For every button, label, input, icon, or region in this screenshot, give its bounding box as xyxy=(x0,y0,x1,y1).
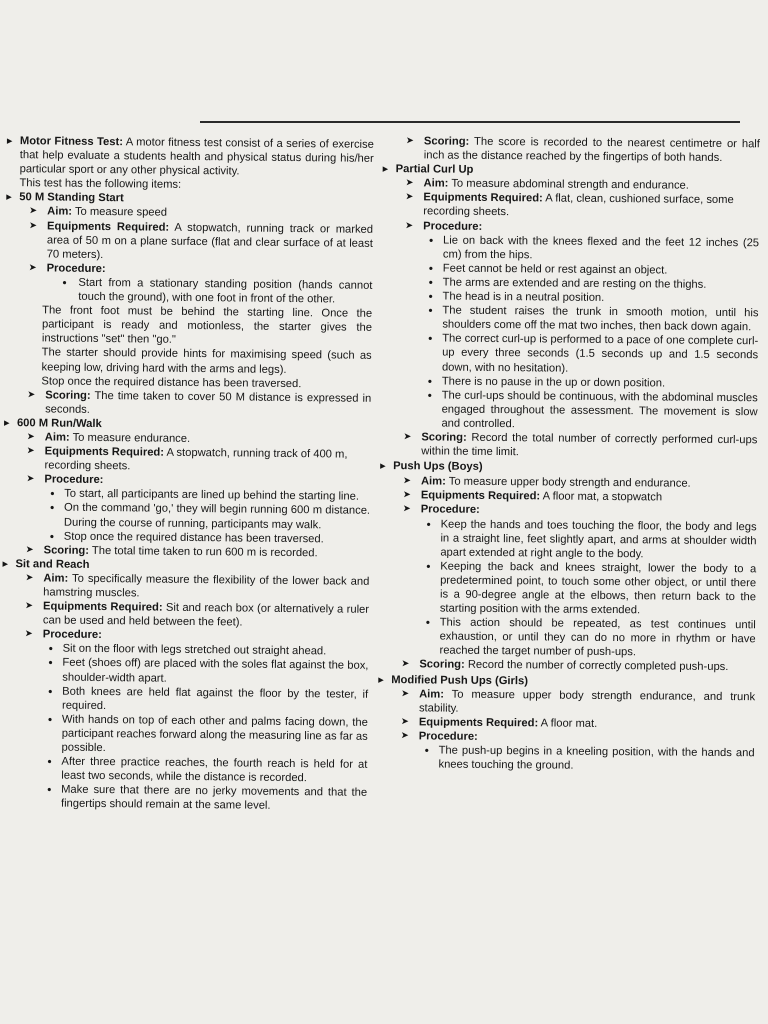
aim-curl-up: ➤ Aim: To measure abdominal strength and endurance. xyxy=(382,176,760,193)
left-column xyxy=(0,134,374,814)
equipment-50m: ➤ Equipments Required: A stopwatch, running track or marked area of 50 m on a plane surface (flat and clear surface of at least 70 meters). xyxy=(5,219,373,265)
list-item: • Lie on back with the knees flexed and the feet 12 inches (25 cm) from the hips. xyxy=(381,233,759,264)
list-item: • Both knees are held flat against the floor by the tester, if required. xyxy=(0,684,368,716)
list-item: • Keep the hands and toes touching the floor, the body and legs in a straight line, feet slightly apart, and arms at shoulder width apart extended at right angle to the body. xyxy=(378,517,756,563)
list-item: • Feet cannot be held or rest against an object. xyxy=(381,261,759,278)
items-intro: This test has the following items: xyxy=(19,177,182,192)
list-item: • The head is in a neutral position. xyxy=(381,289,759,306)
page-top-rule xyxy=(200,121,740,123)
list-item: • With hands on top of each other and palms facing down, the participant reaches forward along the measuring line as far as possible. xyxy=(0,712,368,758)
aim-600m: ➤ Aim: To measure endurance. xyxy=(3,430,371,448)
procedure-sit-reach: ➤ Procedure: xyxy=(1,627,369,645)
para-50m-1: The front foot must be behind the starting line. Once the participant is ready and motionless, the starter gives the instructions "set" then "go." xyxy=(41,304,373,347)
procedure-push-ups-girls: ➤ Procedure: xyxy=(377,729,755,746)
equipment-sit-reach: ➤ Equipments Required: Sit and reach box (or alternatively a ruler can be used and held between the feet). xyxy=(1,599,369,631)
list-item: • Make sure that there are no jerky movements and that the fingertips should remain at the same level. xyxy=(0,782,367,814)
section-heading-push-ups-girls: ▸ Modified Push Ups (Girls) xyxy=(377,673,755,690)
list-item: • The curl-ups should be continuous, with the abdominal muscles engaged throughout the assessment. The movement is slow and controlled. xyxy=(379,388,757,434)
list-item: • Stop once the required distance has been traversed. xyxy=(2,529,370,547)
list-item: • Sit on the floor with legs stretched out straight ahead. xyxy=(1,641,369,659)
equipment-push-ups-girls: ➤ Equipments Required: A floor mat. xyxy=(377,715,755,732)
aim-sit-reach: ➤ Aim: To specifically measure the flexibility of the lower back and hamstring muscles. xyxy=(1,571,369,603)
aim-50m: ➤ Aim: To measure speed xyxy=(5,204,373,222)
list-item: • Keeping the back and knees straight, lower the body to a predetermined point, to touch some other object, or until there is a 90-degree angle at the elbows, then return back to the starting position with the arms extended. xyxy=(378,559,756,619)
scoring-curl-up: ➤ Scoring: Record the total number of correctly performed curl-ups within the time limit. xyxy=(379,430,757,461)
equipment-curl-up: ➤ Equipments Required: A flat, clean, cushioned surface, some recording sheets. xyxy=(381,190,759,221)
list-item: • The push-up begins in a kneeling position, with the hands and knees touching the ground. xyxy=(376,743,754,774)
procedure-600m: ➤ Procedure: xyxy=(2,472,370,490)
para-50m-2: The starter should provide hints for maximising speed (such as keeping low, driving hard with the arms and legs). xyxy=(41,346,372,376)
bullet-50m: • Start from a stationary standing position (hands cannot touch the ground), with one foot in front of the other. xyxy=(4,275,372,307)
motor-fitness-intro: ▸ Motor Fitness Test: A motor fitness test consist of a series of exercise that help evaluate a students health and physical status during his/her particular sport or any other physical activity. xyxy=(6,134,374,180)
right-column xyxy=(376,134,760,774)
scoring-600m: ➤ Scoring: The total time taken to run 600 m is recorded. xyxy=(2,543,370,561)
list-item: • Feet (shoes off) are placed with the soles flat against the box, shoulder-width apart. xyxy=(0,655,368,687)
list-item: • The student raises the trunk in smooth motion, until his shoulders come off the mat two inches, then back down again. xyxy=(380,303,758,334)
procedure-50m: ➤ Procedure: xyxy=(5,261,373,279)
equipment-push-ups-boys: ➤ Equipments Required: A floor mat, a stopwatch xyxy=(379,488,757,505)
scoring-50m: ➤ Scoring: The time taken to cover 50 M distance is expressed in seconds. xyxy=(3,388,371,420)
list-item: • After three practice reaches, the fourth reach is held for at least two seconds, while the distance is recorded. xyxy=(0,754,367,786)
list-item: • The arms are extended and are resting on the thighs. xyxy=(381,275,759,292)
procedure-curl-up: ➤ Procedure: xyxy=(381,219,759,236)
section-heading-600m: ▸ 600 M Run/Walk xyxy=(3,416,371,434)
list-item: • To start, all participants are lined up behind the starting line. xyxy=(2,486,370,504)
section-heading-50m: ▸ 50 M Standing Start xyxy=(5,190,373,208)
list-item: • On the command 'go,' they will begin running 600 m distance. During the course of running, participants may walk. xyxy=(2,500,370,532)
section-heading-sit-reach: ▸ Sit and Reach xyxy=(1,557,369,575)
section-heading-push-ups-boys: ▸ Push Ups (Boys) xyxy=(379,459,757,476)
section-heading-curl-up: ▸ Partial Curl Up xyxy=(382,162,760,179)
list-item: • The correct curl-up is performed to a pace of one complete curl-up every three seconds (1.5 seconds up and 1.5 seconds down, with no hesitation). xyxy=(380,331,758,377)
aim-push-ups-girls: ➤ Aim: To measure upper body strength endurance, and trunk stability. xyxy=(377,687,755,718)
list-item: • This action should be repeated, as test continues until exhaustion, or until they can do no more in rhythm or have reached the target number of push-ups. xyxy=(377,615,755,661)
list-item: • There is no pause in the up or down position. xyxy=(380,374,758,391)
equipment-600m: ➤ Equipments Required: A stopwatch, running track of 400 m, recording sheets. xyxy=(2,444,370,476)
scoring-sit-reach: ➤ Scoring: The score is recorded to the nearest centimetre or half inch as the distance reached by the fingertips of both hands. xyxy=(382,134,760,165)
para-50m-3: Stop once the required distance has been traversed. xyxy=(41,374,302,390)
scoring-push-ups-boys: ➤ Scoring: Record the number of correctly completed push-ups. xyxy=(377,657,755,674)
procedure-push-ups-boys: ➤ Procedure: xyxy=(379,502,757,519)
aim-push-ups-boys: ➤ Aim: To measure upper body strength and endurance. xyxy=(379,474,757,491)
